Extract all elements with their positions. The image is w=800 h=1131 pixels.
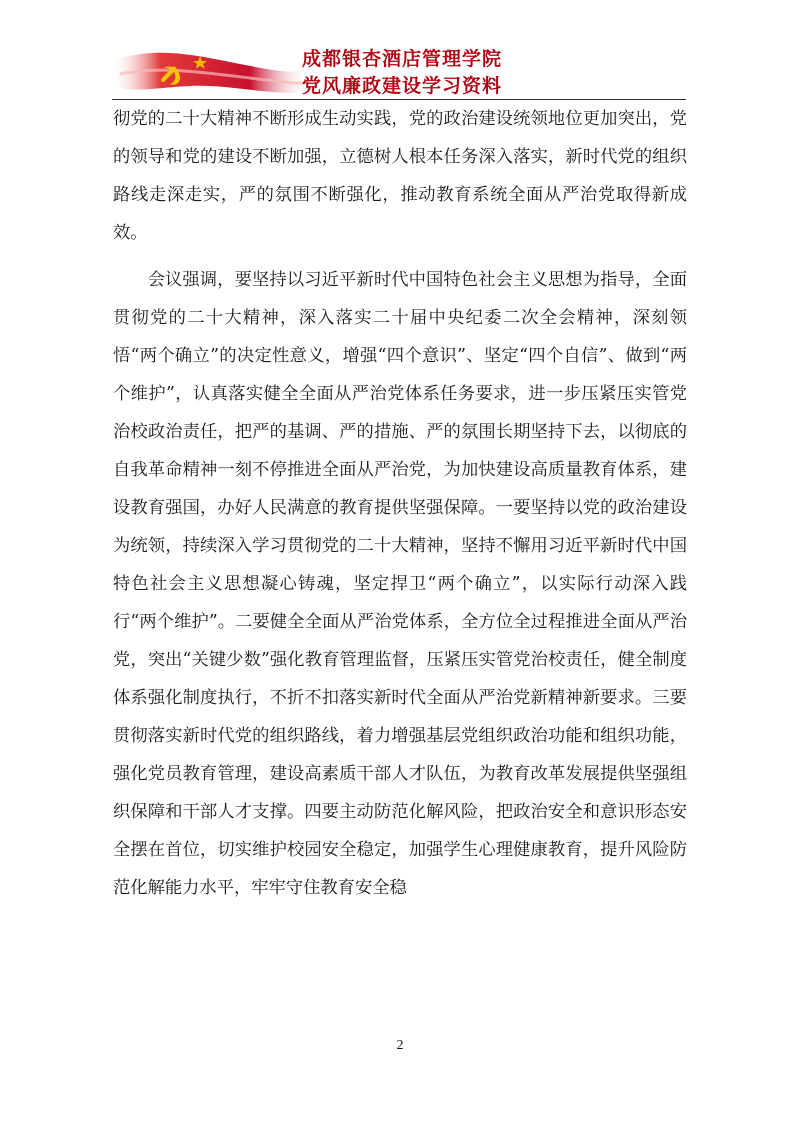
page-header [0, 0, 800, 110]
paragraph-2: 会议强调，要坚持以习近平新时代中国特色社会主义思想为指导，全面贯彻党的二十大精神，深入落实二十届中央纪委二次全会精神，深刻领悟“两个确立”的决定性意义，增强“四个意识”、坚定“四个自信”、做到“两个维护”，认真落实健全全面从严治党体系任务要求，进一步压紧压实管党治校政治责任，把严的基调、严的措施、严的氛围长期坚持下去，以彻底的自我革命精神一刻不停推进全面从严治党，为加快建设高质量教育体系，建设教育强国，办好人民满意的教育提供坚强保障。一要坚持以党的政治建设为统领，持续深入学习贯彻党的二十大精神，坚持不懈用习近平新时代中国特色社会主义思想凝心铸魂，坚定捍卫“两个确立”，以实际行动深入践行“两个维护”。二要健全全面从严治党体系，全方位全过程推进全面从严治党，突出“关键少数”强化教育管理监督，压紧压实管党治校责任，健全制度体系强化制度执行，不折不扣落实新时代全面从严治党新精神新要求。三要贯彻落实新时代党的组织路线，着力增强基层党组织政治功能和组织功能，强化党员教育管理，建设高素质干部人才队伍，为教育改革发展提供坚强组织保障和干部人才支撑。四要主动防范化解风险，把政治安全和意识形态安全摆在首位，切实维护校园安全稳定，加强学生心理健康教育，提升风险防范化解能力水平，牢牢守住教育安全稳 [113, 270, 687, 898]
document-body [113, 100, 687, 907]
header-title [302, 46, 502, 100]
header-title-line2: 党风廉政建设学习资料 [302, 75, 503, 97]
party-banner-image [110, 44, 310, 96]
page-number: 2 [396, 1038, 404, 1053]
paragraph-1: 彻党的二十大精神不断形成生动实践，党的政治建设统领地位更加突出，党的领导和党的建设不断加强，立德树人根本任务深入落实，新时代党的组织路线走深走实，严的氛围不断强化，推动教育系统全面从严治党取得新成效。 [113, 109, 687, 243]
header-title-line1: 成都银杏酒店管理学院 [302, 48, 503, 70]
party-emblem-icon [110, 44, 310, 96]
